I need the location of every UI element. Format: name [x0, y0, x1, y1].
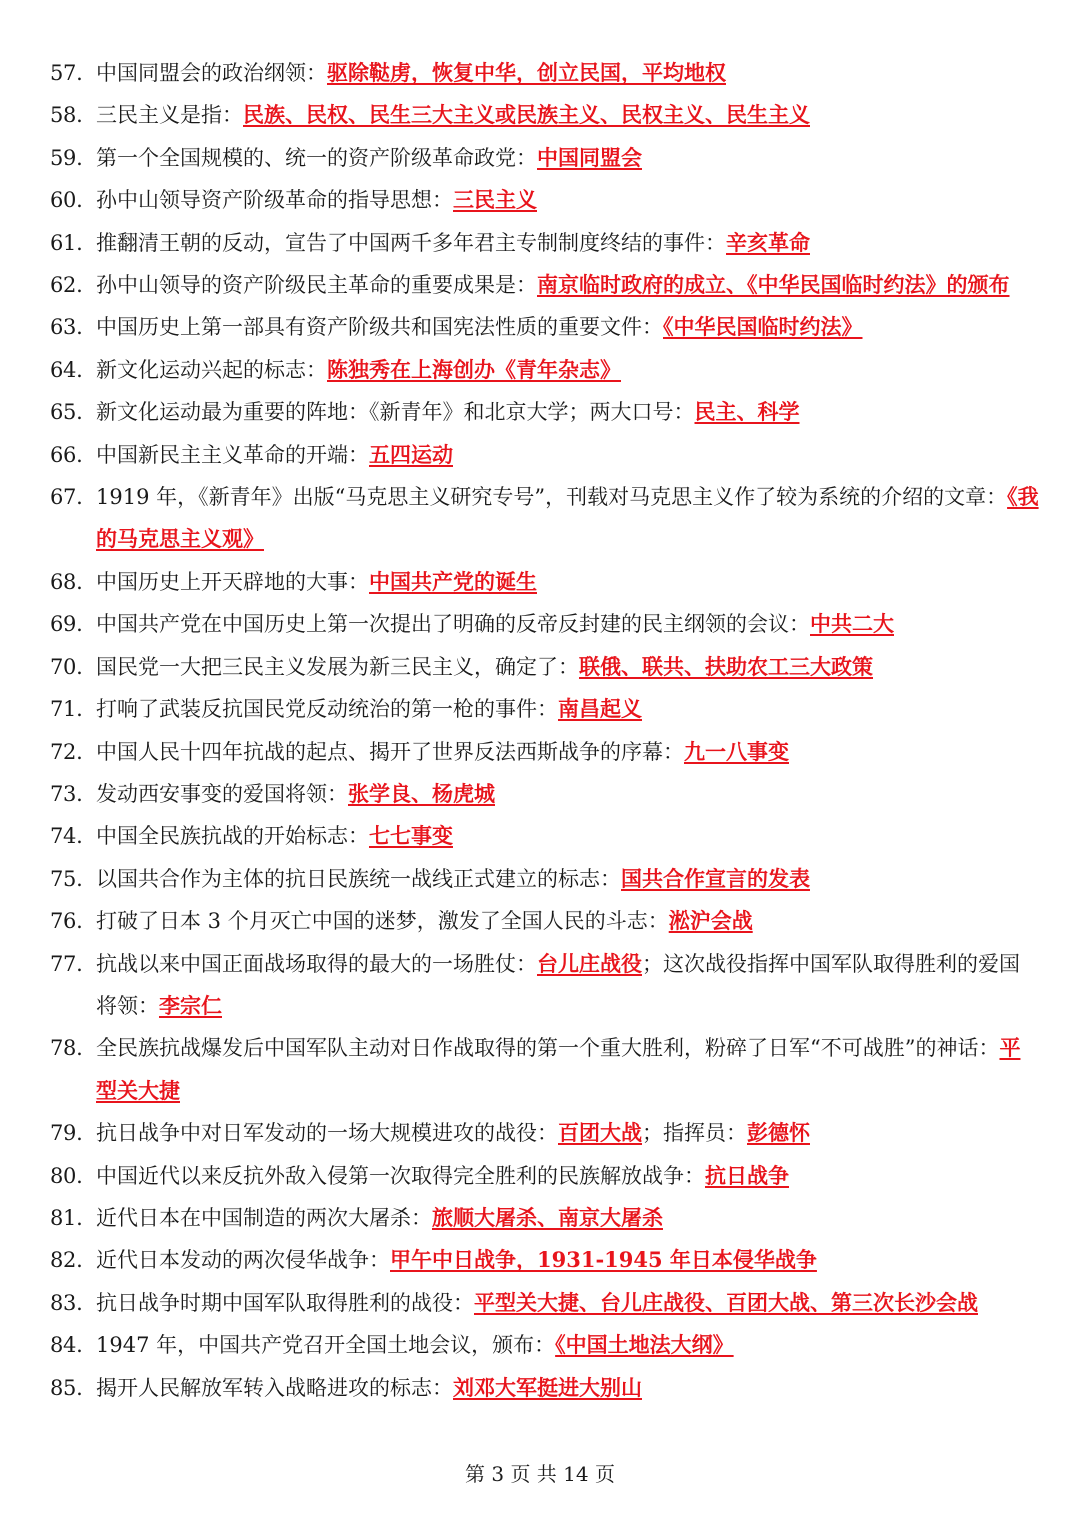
answer-text: 李宗仁 — [159, 992, 222, 1018]
list-item — [50, 943, 1040, 1028]
answer-text: 辛亥革命 — [726, 229, 810, 255]
item-text — [94, 179, 1040, 221]
item-text — [94, 688, 1040, 730]
list-item — [50, 646, 1040, 688]
item-number: 62. — [50, 273, 83, 298]
list-item — [50, 1027, 1040, 1112]
item-text — [94, 1324, 1040, 1366]
question-text: 抗日战争时期中国军队取得胜利的战役： — [96, 1290, 474, 1315]
item-text — [94, 1239, 1040, 1281]
item-text — [94, 391, 1040, 433]
answer-text: 陈独秀在上海创办《青年杂志》 — [327, 356, 621, 382]
item-number: 60. — [50, 188, 83, 213]
question-text: 中国新民主主义革命的开端： — [96, 442, 369, 467]
answer-text: 淞沪会战 — [668, 908, 753, 934]
list-item — [50, 603, 1040, 645]
item-number: 85. — [50, 1375, 83, 1400]
question-text: 揭开人民解放军转入战略进攻的标志： — [96, 1375, 453, 1400]
list-item — [50, 137, 1040, 179]
list-item — [50, 773, 1040, 815]
list-item — [50, 1324, 1040, 1366]
item-text — [94, 1197, 1040, 1239]
question-text: ；这次战役指挥中国军队取得胜利的爱国将领： — [96, 951, 1020, 1018]
question-text: 全民族抗战爆发后中国军队主动对日作战取得的第一个重大胜利，粉碎了日军“不可战胜”的神话： — [96, 1036, 1000, 1061]
item-text — [94, 1367, 1040, 1409]
question-text: 近代日本发动的两次侵华战争： — [96, 1248, 390, 1273]
question-text: 发动西安事变的爱国将领： — [96, 781, 348, 806]
list-item — [50, 391, 1040, 433]
list-item — [50, 52, 1040, 94]
question-text: 孙中山领导资产阶级革命的指导思想： — [96, 188, 453, 213]
item-number: 67. — [50, 485, 83, 510]
list-item — [50, 561, 1040, 603]
list-item — [50, 1197, 1040, 1239]
item-number: 66. — [50, 442, 83, 467]
question-text: 新文化运动最为重要的阵地：《新青年》和北京大学；两大口号： — [96, 400, 695, 425]
item-text — [94, 476, 1040, 561]
item-text — [94, 815, 1040, 857]
item-text — [94, 52, 1040, 94]
answer-text: 民族、民权、民生三大主义或民族主义、民权主义、民生主义 — [243, 102, 810, 128]
item-number: 80. — [50, 1163, 83, 1188]
list-item — [50, 1239, 1040, 1281]
question-text: 1947 年，中国共产党召开全国土地会议，颁布： — [96, 1333, 556, 1358]
item-text — [94, 603, 1040, 645]
list-item — [50, 815, 1040, 857]
answer-text: 驱除鞑虏，恢复中华，创立民国，平均地权 — [327, 60, 726, 85]
question-text: 抗战以来中国正面战场取得的最大的一场胜仗： — [96, 951, 537, 976]
answer-text: 南京临时政府的成立、《中华民国临时约法》的颁布 — [537, 272, 1010, 298]
list-item — [50, 731, 1040, 773]
item-number: 73. — [50, 781, 83, 806]
answer-text: 联俄、联共、扶助农工三大政策 — [579, 653, 873, 679]
item-text — [94, 1112, 1040, 1154]
question-text: ；指挥员： — [642, 1121, 747, 1146]
answer-text: 张学良、杨虎城 — [348, 780, 495, 806]
item-text — [94, 731, 1040, 773]
list-item — [50, 1155, 1040, 1197]
question-text: 近代日本在中国制造的两次大屠杀： — [96, 1205, 432, 1230]
list-item — [50, 179, 1040, 221]
item-text — [94, 858, 1040, 900]
item-number: 59. — [50, 145, 83, 170]
item-text — [94, 943, 1040, 1028]
answer-text: 五四运动 — [369, 441, 453, 467]
page-footer: 第 3 页 共 14 页 — [465, 1462, 615, 1486]
question-text: 中国同盟会的政治纲领： — [96, 61, 327, 85]
item-number: 83. — [50, 1290, 83, 1315]
question-text: 中国共产党在中国历史上第一次提出了明确的反帝反封建的民主纲领的会议： — [96, 612, 810, 637]
question-text: 打响了武装反抗国民党反动统治的第一枪的事件： — [96, 697, 558, 722]
item-text — [94, 773, 1040, 815]
item-number: 82. — [50, 1248, 83, 1273]
item-number: 72. — [50, 739, 83, 764]
item-number: 75. — [50, 866, 83, 891]
question-text: 国民党一大把三民主义发展为新三民主义，确定了： — [96, 654, 579, 679]
question-text: 中国全民族抗战的开始标志： — [96, 824, 369, 849]
answer-text: 旅顺大屠杀、南京大屠杀 — [432, 1204, 663, 1230]
item-number: 63. — [50, 315, 83, 340]
list-item — [50, 222, 1040, 264]
answer-text: 抗日战争 — [705, 1162, 789, 1188]
question-text: 中国历史上第一部具有资产阶级共和国宪法性质的重要文件： — [96, 315, 663, 340]
item-number: 70. — [50, 654, 83, 679]
item-number: 77. — [50, 951, 83, 976]
list-item — [50, 349, 1040, 391]
question-text: 新文化运动兴起的标志： — [96, 357, 327, 382]
item-text — [94, 900, 1040, 942]
item-number: 69. — [50, 612, 83, 637]
item-text — [94, 1282, 1040, 1324]
item-number: 58. — [50, 103, 83, 128]
question-text: 中国人民十四年抗战的起点、揭开了世界反法西斯战争的序幕： — [96, 739, 684, 764]
item-number: 65. — [50, 400, 83, 425]
item-number: 64. — [50, 357, 83, 382]
item-number: 71. — [50, 697, 83, 722]
list-item — [50, 306, 1040, 348]
list-item — [50, 476, 1040, 561]
question-list — [50, 52, 1040, 1409]
item-number: 79. — [50, 1121, 83, 1146]
answer-text: 七七事变 — [369, 823, 453, 849]
answer-text: 《我的马克思主义观》 — [96, 484, 1039, 552]
question-text: 中国近代以来反抗外敌入侵第一次取得完全胜利的民族解放战争： — [96, 1163, 705, 1188]
item-text — [94, 137, 1040, 179]
list-item — [50, 264, 1040, 306]
item-number: 76. — [50, 909, 83, 934]
answer-text: 国共合作宣言的发表 — [621, 865, 810, 891]
answer-text: 中国共产党的诞生 — [369, 568, 537, 594]
answer-text: 刘邓大军挺进大别山 — [453, 1374, 642, 1400]
item-text — [94, 264, 1040, 306]
answer-text: 平型关大捷、台儿庄战役、百团大战、第三次长沙会战 — [474, 1289, 978, 1315]
item-number: 78. — [50, 1036, 83, 1061]
item-number: 74. — [50, 824, 83, 849]
item-number: 68. — [50, 569, 83, 594]
list-item — [50, 688, 1040, 730]
item-number: 61. — [50, 230, 83, 255]
question-text: 1919 年，《新青年》出版“马克思主义研究专号”，刊载对马克思主义作了较为系统的介绍的文章： — [96, 485, 1008, 510]
question-text: 孙中山领导的资产阶级民主革命的重要成果是： — [96, 273, 537, 298]
list-item — [50, 94, 1040, 136]
answer-text: 南昌起义 — [558, 696, 642, 722]
answer-text: 彭德怀 — [747, 1120, 810, 1146]
question-text: 第一个全国规模的、统一的资产阶级革命政党： — [96, 145, 537, 170]
answer-text: 民主、科学 — [694, 399, 800, 425]
list-item — [50, 1282, 1040, 1324]
question-text: 抗日战争中对日军发动的一场大规模进攻的战役： — [96, 1121, 558, 1146]
question-text: 中国历史上开天辟地的大事： — [96, 569, 369, 594]
item-text — [94, 434, 1040, 476]
answer-text: 平型关大捷 — [96, 1035, 1021, 1103]
item-number: 57. — [50, 61, 83, 85]
item-text — [94, 561, 1040, 603]
item-text — [94, 646, 1040, 688]
item-text — [94, 1155, 1040, 1197]
question-text: 推翻清王朝的反动，宣告了中国两千多年君主专制制度终结的事件： — [96, 230, 726, 255]
item-number: 81. — [50, 1205, 83, 1230]
list-item — [50, 900, 1040, 942]
question-text: 三民主义是指： — [96, 103, 243, 128]
answer-text: 九一八事变 — [684, 738, 789, 764]
answer-text: 三民主义 — [453, 187, 537, 213]
item-text — [94, 94, 1040, 136]
question-text: 打破了日本 3 个月灭亡中国的迷梦，激发了全国人民的斗志： — [96, 909, 669, 934]
item-text — [94, 349, 1040, 391]
answer-text: 中国同盟会 — [537, 144, 642, 170]
item-number: 84. — [50, 1333, 83, 1358]
answer-text: 台儿庄战役 — [537, 950, 642, 976]
answer-text: 中共二大 — [810, 611, 894, 637]
item-text — [94, 306, 1040, 348]
list-item — [50, 1367, 1040, 1409]
answer-text: 《中国土地法大纲》 — [555, 1332, 734, 1358]
question-text: 以国共合作为主体的抗日民族统一战线正式建立的标志： — [96, 866, 621, 891]
answer-text: 甲午中日战争，1931-1945 年日本侵华战争 — [390, 1247, 817, 1273]
list-item — [50, 1112, 1040, 1154]
list-item — [50, 434, 1040, 476]
item-text — [94, 1027, 1040, 1112]
list-item — [50, 858, 1040, 900]
item-text — [94, 222, 1040, 264]
answer-text: 《中华民国临时约法》 — [663, 314, 863, 340]
answer-text: 百团大战 — [558, 1120, 642, 1146]
